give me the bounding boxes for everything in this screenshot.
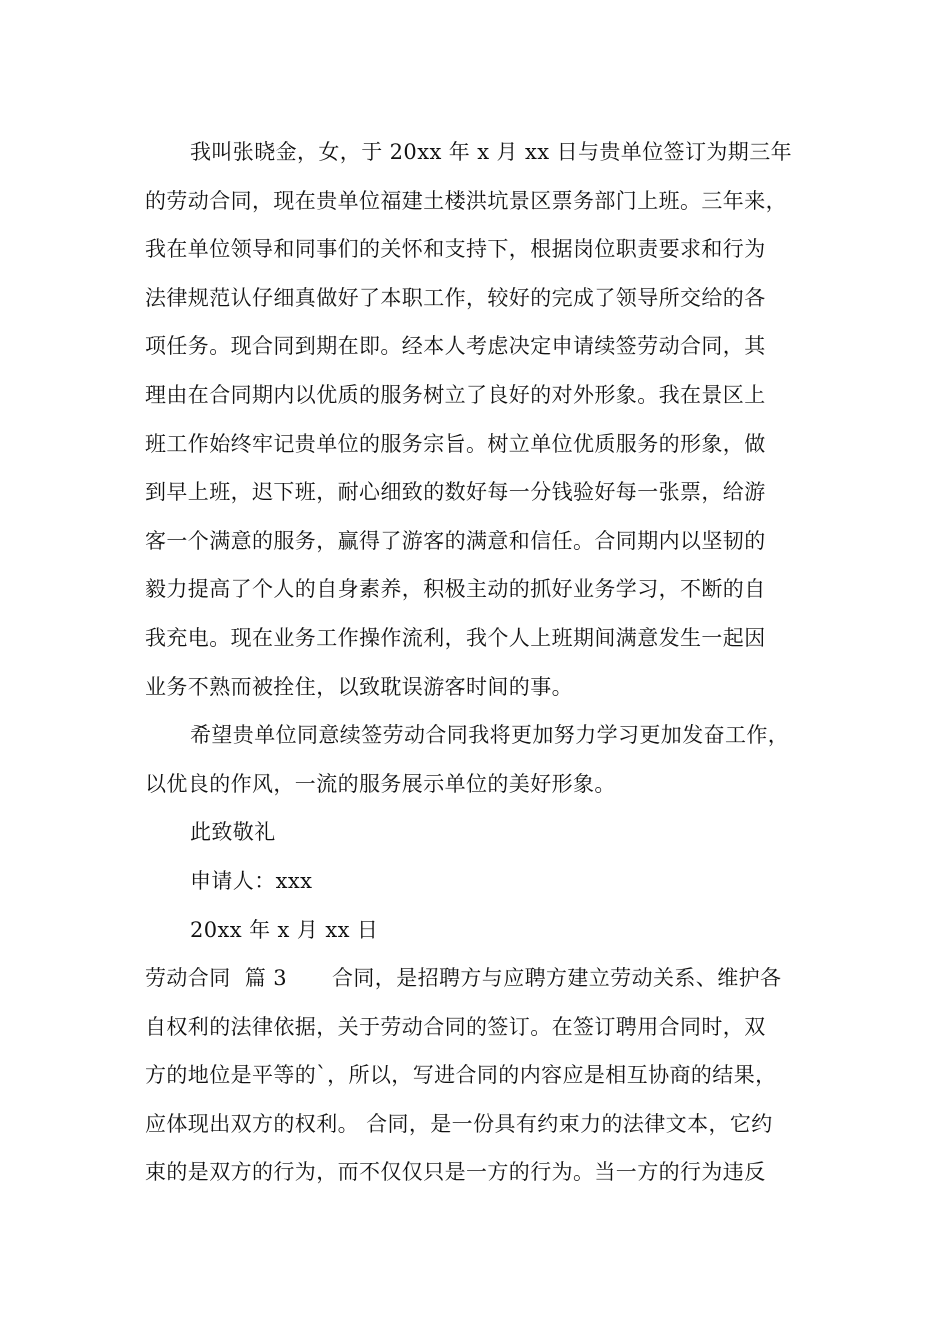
text-line: 我叫张晓金，女，于 20xx 年 x 月 xx 日与贵单位签订为期三年 [190,140,792,164]
section-heading: 劳动合同 篇 3 [145,966,287,991]
text-line: 班工作始终牢记贵单位的服务宗旨。树立单位优质服务的形象，做 [145,431,766,456]
text-line: 方的地位是平等的`，所以，写进合同的内容应是相互协商的结果， [145,1063,777,1088]
section-3-first-line [145,954,835,1003]
text-line: 应体现出双方的权利。 合同，是一份具有约束力的法律文本，它约 [145,1111,773,1136]
text-line: 到早上班，迟下班，耐心细致的数好每一分钱验好每一张票，给游 [145,480,766,505]
paragraph-application [145,128,835,711]
date-line: 20xx 年 x 月 xx 日 [190,917,379,942]
paragraph-hope [145,711,835,808]
text-line: 以优良的作风，一流的服务展示单位的美好形象。 [145,771,616,796]
text-line: 毅力提高了个人的自身素养，积极主动的抓好业务学习，不断的自 [145,577,766,602]
text-line: 我在单位领导和同事们的关怀和支持下，根据岗位职责要求和行为 [145,237,766,262]
text-line: 项任务。现合同到期在即。经本人考虑决定申请续签劳动合同，其 [145,334,766,359]
text-line: 法律规范认仔细真做好了本职工作，较好的完成了领导所交给的各 [145,285,766,310]
applicant-line: 申请人：xxx [190,868,313,893]
text-line: 束的是双方的行为，而不仅仅只是一方的行为。当一方的行为违反 [145,1160,766,1185]
section-3 [145,954,835,1197]
text-line: 我充电。现在业务工作操作流利，我个人上班期间满意发生一起因 [145,625,766,650]
document-body [145,128,835,1197]
text-line: 希望贵单位同意续签劳动合同我将更加努力学习更加发奋工作， [190,723,790,748]
text-line: 的劳动合同，现在贵单位福建土楼洪坑景区票务部门上班。三年来， [145,188,787,213]
text-line: 自权利的法律依据，关于劳动合同的签订。在签订聘用合同时，双 [145,1014,766,1039]
closing-salutation: 此致敬礼 [190,820,276,845]
text-line: 理由在合同期内以优质的服务树立了良好的对外形象。我在景区上 [145,382,766,407]
text-line: 业务不熟而被拴住，以致耽误游客时间的事。 [145,674,573,699]
text-line: 合同，是招聘方与应聘方建立劳动关系、维护各 [332,966,782,991]
text-line: 客一个满意的服务，赢得了游客的满意和信任。合同期内以坚韧的 [145,528,766,553]
